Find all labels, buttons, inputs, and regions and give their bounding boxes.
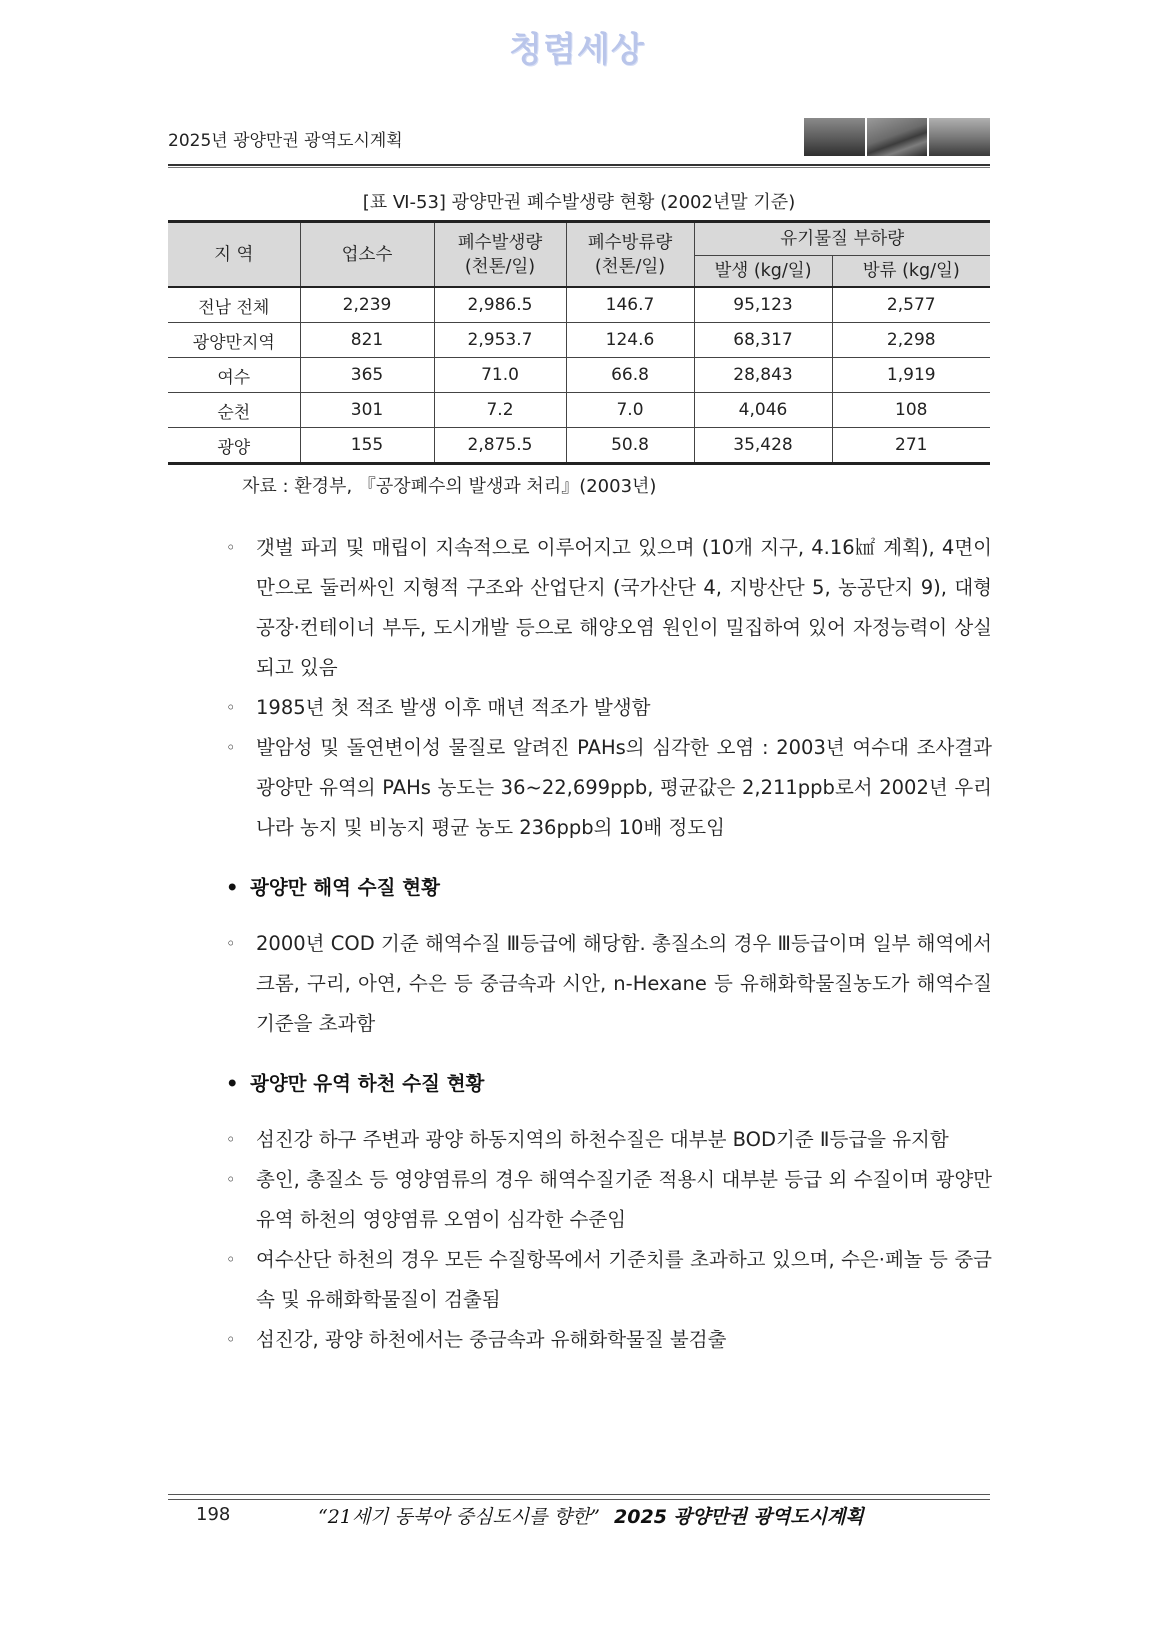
- section-heading-text: 광양만 유역 하천 수질 현황: [250, 1072, 485, 1095]
- paragraph-text: 총인, 총질소 등 영양염류의 경우 해역수질기준 적용시 대부분 등급 외 수질이며 광양만 유역 하천의 영양염류 오염이 심각한 수준임: [256, 1168, 992, 1231]
- paragraph: [222, 728, 992, 848]
- header-photo-strip: [804, 118, 990, 156]
- table-cell: 광양: [168, 428, 300, 464]
- table-cell: 301: [300, 393, 434, 428]
- paragraph: [222, 1240, 992, 1320]
- header-wastewater-generation-line2: (천톤/일): [464, 256, 536, 277]
- table-cell: 2,577: [832, 287, 990, 323]
- paragraph: [222, 688, 992, 728]
- table-cell: 146.7: [566, 287, 694, 323]
- header-businesses: 업소수: [300, 222, 434, 288]
- paragraph-text: 섬진강 하구 주변과 광양 하동지역의 하천수질은 대부분 BOD기준 Ⅱ등급을 유지함: [256, 1128, 949, 1151]
- table-cell: 365: [300, 358, 434, 393]
- circle-bullet-icon: ◦: [226, 698, 236, 717]
- table-cell: 2,298: [832, 323, 990, 358]
- header-photo-2: [867, 118, 928, 156]
- footer-doc-title: 2025 광양만권 광역도시계획: [614, 1506, 864, 1528]
- table-cell: 155: [300, 428, 434, 464]
- section-heading: [222, 868, 992, 908]
- wastewater-table: [168, 220, 990, 465]
- table-row: [168, 428, 990, 464]
- footer-title: [318, 1502, 864, 1529]
- paragraph-text: 1985년 첫 적조 발생 이후 매년 적조가 발생함: [256, 696, 651, 719]
- dot-bullet-icon: •: [226, 1072, 239, 1095]
- table-cell: 광양만지역: [168, 323, 300, 358]
- table-row: [168, 323, 990, 358]
- table-cell: 7.2: [434, 393, 566, 428]
- paragraph: [222, 1120, 992, 1160]
- logo: [492, 20, 662, 72]
- header-wastewater-discharge-line1: 폐수방류량: [587, 232, 673, 253]
- header-divider: [168, 167, 990, 168]
- header-wastewater-discharge: [566, 222, 694, 288]
- table-cell: 전남 전체: [168, 287, 300, 323]
- circle-bullet-icon: ◦: [226, 738, 236, 757]
- table-cell: 50.8: [566, 428, 694, 464]
- header-region: 지 역: [168, 222, 300, 288]
- header-photo-3: [929, 118, 990, 156]
- table-cell: 순천: [168, 393, 300, 428]
- section-heading-text: 광양만 해역 수질 현황: [250, 876, 440, 899]
- table-cell: 2,239: [300, 287, 434, 323]
- header-wastewater-generation-line1: 폐수발생량: [457, 232, 543, 253]
- section-heading: [222, 1064, 992, 1104]
- table-row: [168, 358, 990, 393]
- footer-quote: “21세기 동북아 중심도시를 향한”: [318, 1506, 600, 1528]
- table-cell: 95,123: [694, 287, 832, 323]
- table-cell: 271: [832, 428, 990, 464]
- circle-bullet-icon: ◦: [226, 538, 236, 557]
- table-cell: 124.6: [566, 323, 694, 358]
- table-cell: 821: [300, 323, 434, 358]
- paragraph-text: 섬진강, 광양 하천에서는 중금속과 유해화학물질 불검출: [256, 1328, 727, 1351]
- table-cell: 7.0: [566, 393, 694, 428]
- table-cell: 2,953.7: [434, 323, 566, 358]
- circle-bullet-icon: ◦: [226, 1330, 236, 1349]
- table-row: [168, 287, 990, 323]
- header-wastewater-generation: [434, 222, 566, 288]
- table-cell: 68,317: [694, 323, 832, 358]
- table-cell: 4,046: [694, 393, 832, 428]
- paragraph: [222, 528, 992, 688]
- table-cell: 35,428: [694, 428, 832, 464]
- table-caption: [표 Ⅵ-53] 광양만권 폐수발생량 현황 (2002년말 기준): [362, 192, 796, 213]
- body-content: [222, 528, 992, 1360]
- paragraph: [222, 1320, 992, 1360]
- footer-divider-top: [168, 1494, 990, 1495]
- paragraph-text: 2000년 COD 기준 해역수질 Ⅲ등급에 해당함. 총질소의 경우 Ⅲ등급이며 일부 해역에서 크롬, 구리, 아연, 수은 등 중금속과 시안, n-Hexane 등 유해화학물질농도가 해역수질기준을 초과함: [256, 932, 992, 1035]
- circle-bullet-icon: ◦: [226, 1170, 236, 1189]
- header-wastewater-discharge-line2: (천톤/일): [594, 256, 666, 277]
- paragraph: [222, 924, 992, 1044]
- header-photo-1: [804, 118, 865, 156]
- header-organic-generation: 발생 (kg/일): [694, 256, 832, 288]
- table-cell: 2,875.5: [434, 428, 566, 464]
- footer-divider-bottom: [168, 1499, 990, 1500]
- paragraph-text: 발암성 및 돌연변이성 물질로 알려진 PAHs의 심각한 오염 : 2003년 여수대 조사결과 광양만 유역의 PAHs 농도는 36~22,699ppb, 평균값은 2,211ppb로서 2002년 우리나라 농지 및 비농지 평균 농도 236ppb의 10배 정도임: [256, 736, 992, 839]
- table-cell: 108: [832, 393, 990, 428]
- circle-bullet-icon: ◦: [226, 1250, 236, 1269]
- paragraph: [222, 1160, 992, 1240]
- table-cell: 2,986.5: [434, 287, 566, 323]
- table-row: [168, 393, 990, 428]
- logo-text: 청렴세상: [509, 29, 645, 70]
- paragraph-text: 갯벌 파괴 및 매립이 지속적으로 이루어지고 있으며 (10개 지구, 4.16㎢ 계획), 4면이 만으로 둘러싸인 지형적 구조와 산업단지 (국가산단 4, 지방산단 5, 농공단지 9), 대형 공장·컨테이너 부두, 도시개발 등으로 해양오염 원인이 밀집하여 있어 자정능력이 상실되고 있음: [256, 536, 992, 679]
- page-number: 198: [196, 1504, 231, 1525]
- circle-bullet-icon: ◦: [226, 934, 236, 953]
- dot-bullet-icon: •: [226, 876, 239, 899]
- table-cell: 28,843: [694, 358, 832, 393]
- table-cell: 1,919: [832, 358, 990, 393]
- table-cell: 66.8: [566, 358, 694, 393]
- circle-bullet-icon: ◦: [226, 1130, 236, 1149]
- table-cell: 여수: [168, 358, 300, 393]
- header-organic-load: 유기물질 부하량: [694, 222, 990, 256]
- table-cell: 71.0: [434, 358, 566, 393]
- header-organic-discharge: 방류 (kg/일): [832, 256, 990, 288]
- page-header: [168, 118, 990, 166]
- table-source: 자료 : 환경부, 『공장폐수의 발생과 처리』(2003년): [242, 476, 657, 497]
- paragraph-text: 여수산단 하천의 경우 모든 수질항목에서 기준치를 초과하고 있으며, 수은·페놀 등 중금속 및 유해화학물질이 검출됨: [256, 1248, 992, 1311]
- header-title: 2025년 광양만권 광역도시계획: [168, 131, 403, 151]
